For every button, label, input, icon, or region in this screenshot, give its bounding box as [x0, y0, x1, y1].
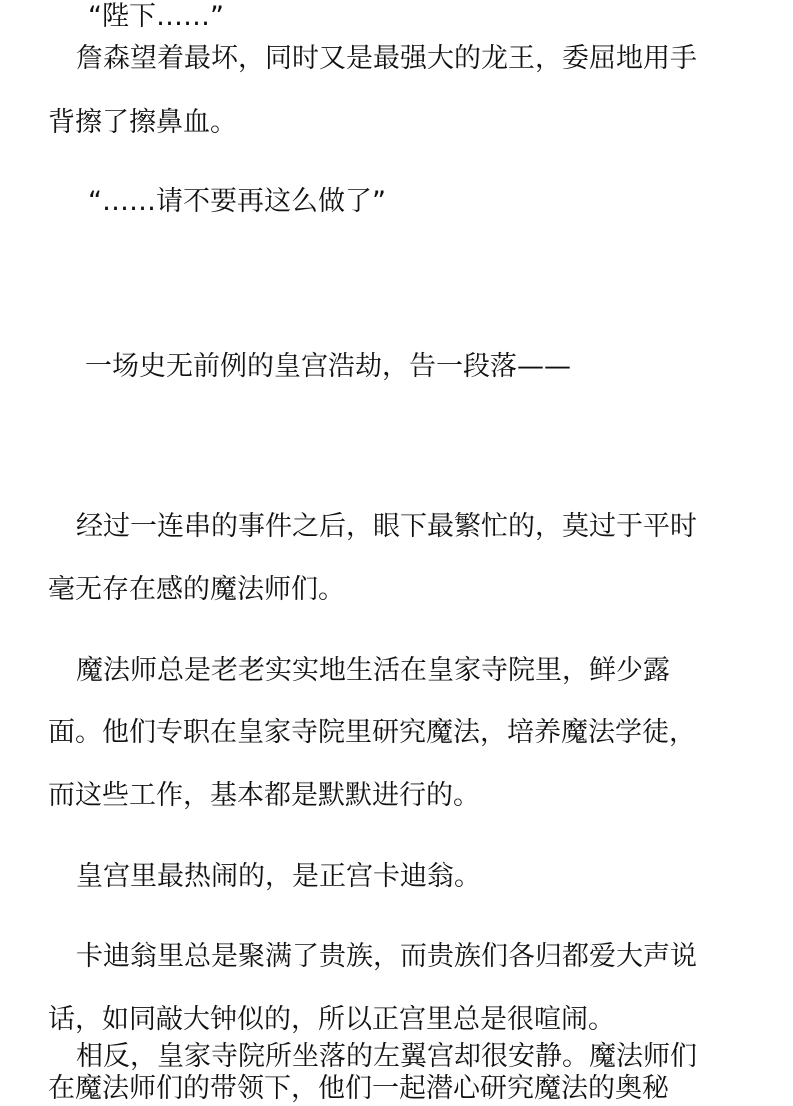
text-line: 经过一连串的事件之后，眼下最繁忙的，莫过于平时 [76, 511, 697, 542]
text-line: 话，如同敲大钟似的，所以正宫里总是很喧闹。 [48, 1004, 615, 1035]
text-line: 一场史无前例的皇宫浩劫，告一段落—— [85, 351, 571, 382]
text-line: 詹森望着最坏，同时又是最强大的龙王，委屈地用手 [76, 43, 697, 74]
text-line: 皇宫里最热闹的，是正宫卡迪翁。 [76, 861, 481, 892]
text-line: 毫无存在感的魔法师们。 [48, 574, 345, 605]
partial-text-content: 在魔法师们的带领下，他们一起潜心研究魔法的奥秘 [48, 1073, 669, 1104]
text-line: 卡迪翁里总是聚满了贵族，而贵族们各归都爱大声说 [76, 941, 697, 972]
text-line: 而这些工作，基本都是默默进行的。 [48, 780, 480, 811]
text-line: 魔法师总是老老实实地生活在皇家寺院里，鲜少露 [76, 655, 670, 686]
text-line: 背擦了擦鼻血。 [48, 107, 237, 138]
text-line: 相反，皇家寺院所坐落的左翼宫却很安静。魔法师们 [76, 1041, 697, 1072]
text-line: “……请不要再这么做了” [88, 186, 386, 217]
partial-text-line [48, 1073, 748, 1104]
text-line: “陛下……” [88, 1, 224, 32]
text-line: 面。他们专职在皇家寺院里研究魔法，培养魔法学徒， [48, 717, 696, 748]
